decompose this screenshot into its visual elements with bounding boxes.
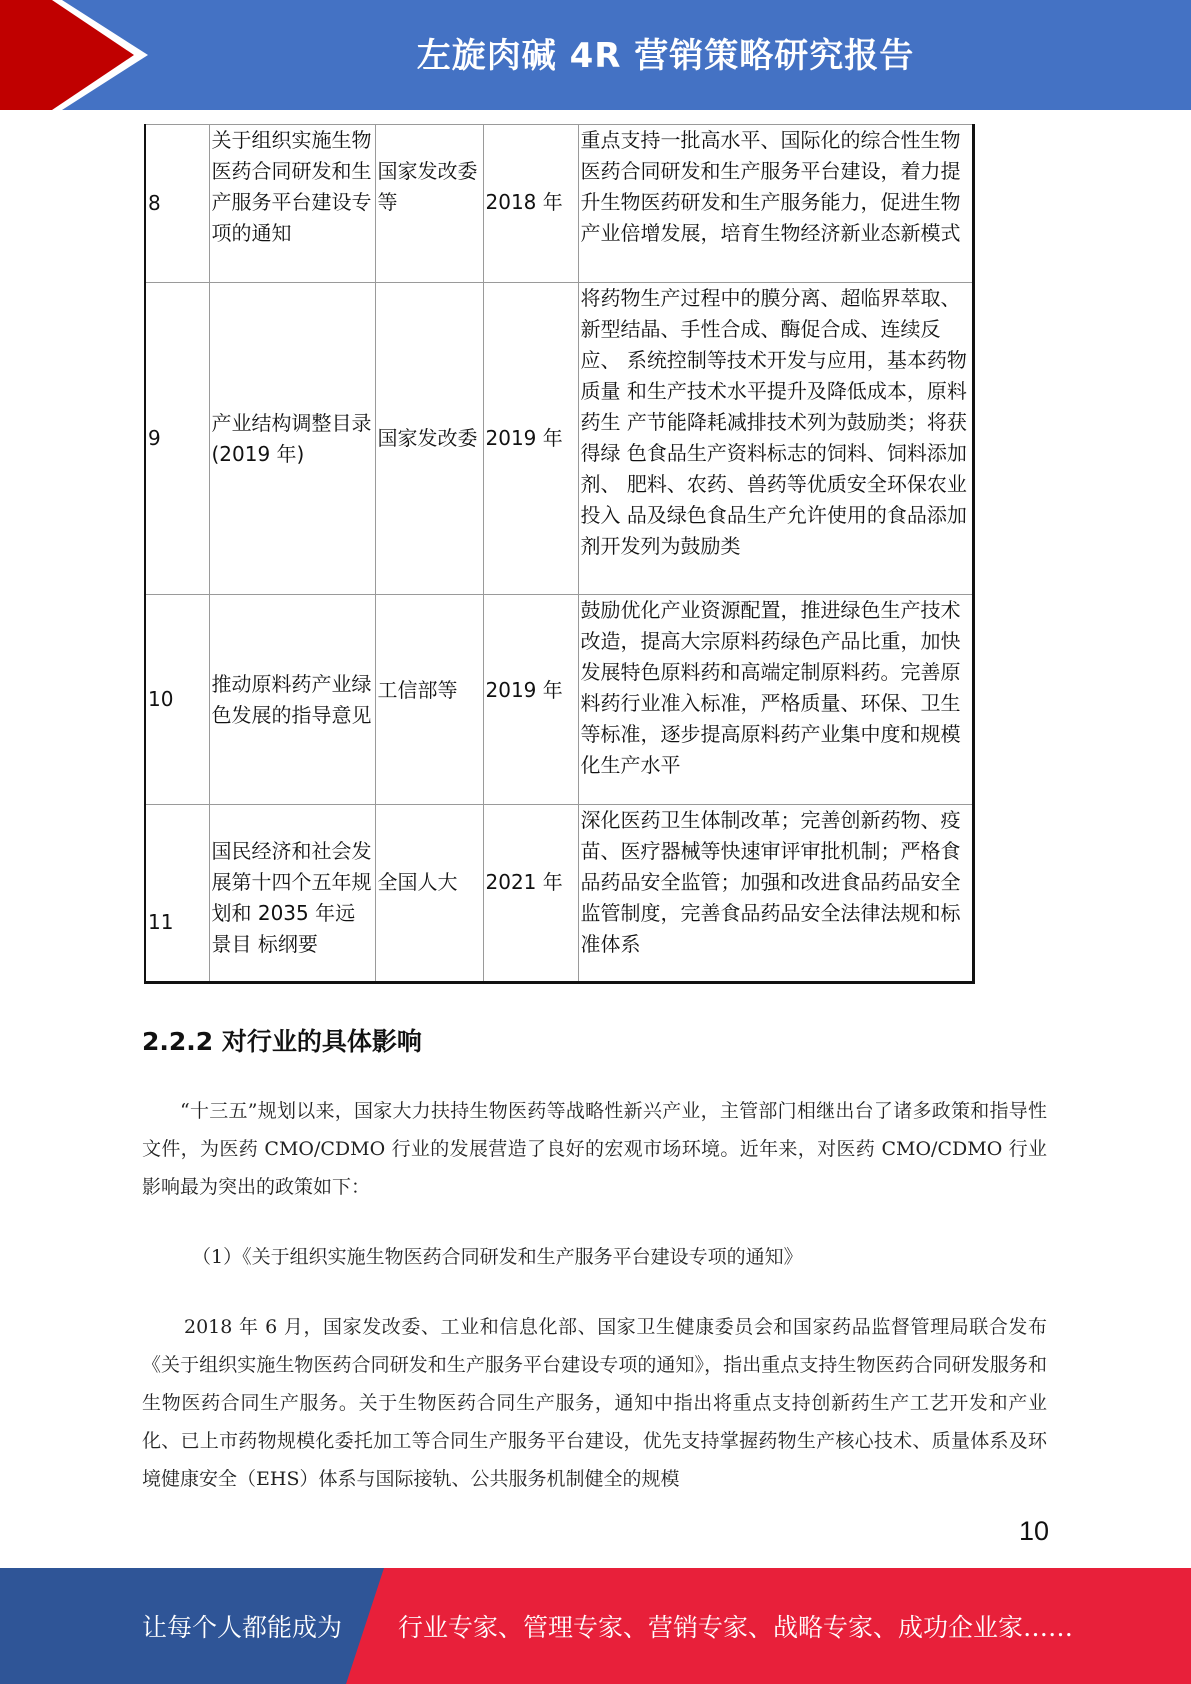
row-number: 10 (145, 595, 209, 805)
page-number: 10 (1018, 1516, 1049, 1546)
row-number: 8 (145, 125, 209, 283)
table-row (145, 805, 974, 983)
table-row (145, 125, 974, 283)
policy-name: 国民经济和社会发展第十四个五年规划和 2035 年远景目 标纲要 (209, 805, 375, 983)
issue-year: 2019 年 (483, 595, 578, 805)
policy-content: 深化医药卫生体制改革；完善创新药物、疫 苗、医疗器械等快速审评审批机制；严格食 品药品安全监管；加强和改进食品药品安全 监管制度，完善食品药品安全法律法规和标 准体系 (578, 805, 974, 983)
row-number: 9 (145, 283, 209, 595)
policy-content: 将药物生产过程中的膜分离、超临界萃取、 新型结晶、手性合成、酶促合成、连续反应、 系统控制等技术开发与应用，基本药物质量 和生产技术水平提升及降低成本，原料药生 产节能降耗减排技术列为鼓励类；将获得绿 色食品生产资料标志的饲料、饲料添加剂、 肥料、农药、兽药等优质安全环保农业投入 品及绿色食品生产允许使用的食品添加剂开发列为鼓励类 (578, 283, 974, 595)
table-row (145, 595, 974, 805)
footer-slogan-left: 让每个人都能成为 (142, 1613, 343, 1642)
policy-name: 产业结构调整目录(2019 年) (209, 283, 375, 595)
policy-content: 重点支持一批高水平、国际化的综合性生物 医药合同研发和生产服务平台建设，着力提 升生物医药研发和生产服务能力，促进生物 产业倍增发展，培育生物经济新业态新模式 (578, 125, 974, 283)
policy-subheading: （1）《关于组织实施生物医药合同研发和生产服务平台建设专项的通知》 (192, 1246, 803, 1268)
header-chevron-icon (0, 0, 160, 110)
issue-year: 2019 年 (483, 283, 578, 595)
table-row (145, 283, 974, 595)
issue-year: 2021 年 (483, 805, 578, 983)
policy-name: 关于组织实施生物医药合同研发和生产服务平台建设专项的通知 (209, 125, 375, 283)
issuing-body: 工信部等 (375, 595, 483, 805)
row-number: 11 (145, 805, 209, 983)
issuing-body: 全国人大 (375, 805, 483, 983)
issuing-body: 国家发改委 (375, 283, 483, 595)
report-title: 左旋肉碱 4R 营销策略研究报告 (416, 36, 915, 76)
policy-content: 鼓励优化产业资源配置，推进绿色生产技术 改造，提高大宗原料药绿色产品比重，加快 发展特色原料药和高端定制原料药。完善原 料药行业准入标准，严格质量、环保、卫生 等标准，逐步提高原料药产业集中度和规模 化生产水平 (578, 595, 974, 805)
issuing-body: 国家发改委等 (375, 125, 483, 283)
policy-table (144, 124, 975, 984)
footer-slogan-right: 行业专家、管理专家、营销专家、战略专家、成功企业家…… (398, 1613, 1074, 1642)
issue-year: 2018 年 (483, 125, 578, 283)
section-heading: 2.2.2 对行业的具体影响 (142, 1027, 422, 1056)
body-paragraph: 2018 年 6 月，国家发改委、工业和信息化部、国家卫生健康委员会和国家药品监督管理局联合发布《关于组织实施生物医药合同研发和生产服务平台建设专项的通知》，指出重点支持生物医药合同研发服务和生物医药合同生产服务。关于生物医药合同生产服务，通知中指出将重点支持创新药生产工艺开发和产业化、已上市药物规模化委托加工等合同生产服务平台建设，优先支持掌握药物生产核心技术、质量体系及环境健康安全（EHS）体系与国际接轨、公共服务机制健全的规模 (142, 1316, 1047, 1490)
body-paragraph: “十三五”规划以来，国家大力扶持生物医药等战略性新兴产业，主管部门相继出台了诸多政策和指导性文件，为医药 CMO/CDMO 行业的发展营造了良好的宏观市场环境。近年来，对医药 CMO/CDMO 行业影响最为突出的政策如下： (142, 1100, 1047, 1198)
footer-bar (0, 1568, 1191, 1684)
header-bar (0, 0, 1191, 110)
policy-name: 推动原料药产业绿色发展的指导意见 (209, 595, 375, 805)
